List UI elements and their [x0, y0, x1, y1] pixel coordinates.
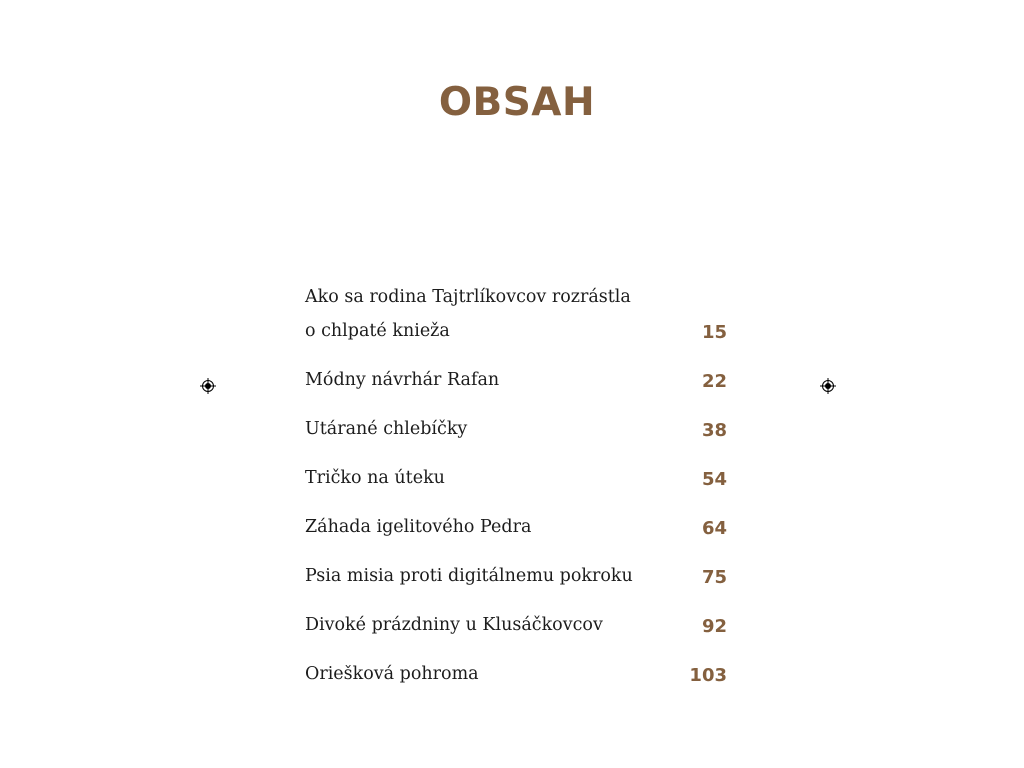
toc-entry [305, 566, 727, 615]
toc-entry-title: Oriešková pohroma [305, 664, 479, 684]
toc-entry-title: Divoké prázdniny u Klusáčkovcov [305, 615, 603, 635]
toc-entry-page-number: 22 [701, 371, 727, 392]
toc-entry-title-line: Ako sa rodina Tajtrlíkovcov rozrástla [305, 287, 631, 307]
page-title: OBSAH [438, 80, 596, 125]
toc-entry-title: Tričko na úteku [305, 468, 445, 488]
table-of-contents [305, 287, 727, 713]
toc-entry [305, 468, 727, 517]
toc-entry [305, 370, 727, 419]
registration-mark-icon [820, 378, 836, 394]
toc-entry [305, 287, 727, 370]
toc-entry-page-number: 75 [701, 567, 727, 588]
toc-entry-page-number: 64 [701, 518, 727, 539]
toc-entry [305, 664, 727, 713]
toc-entry-page-number: 103 [689, 665, 727, 686]
toc-entry-title: Módny návrhár Rafan [305, 370, 500, 390]
toc-entry [305, 615, 727, 664]
toc-entry-page-number: 54 [701, 469, 727, 490]
registration-mark-icon [200, 378, 216, 394]
toc-entry-title: Záhada igelitového Pedra [305, 517, 532, 537]
toc-entry [305, 419, 727, 468]
toc-entry-page-number: 15 [701, 322, 727, 343]
toc-entry-page-number: 38 [701, 420, 727, 441]
toc-entry-title: Psia misia proti digitálnemu pokroku [305, 566, 633, 586]
toc-entry-title-line: o chlpaté knieža [305, 321, 450, 341]
toc-entry [305, 517, 727, 566]
toc-entry-page-number: 92 [701, 616, 727, 637]
toc-entry-title: Utárané chlebíčky [305, 419, 468, 439]
